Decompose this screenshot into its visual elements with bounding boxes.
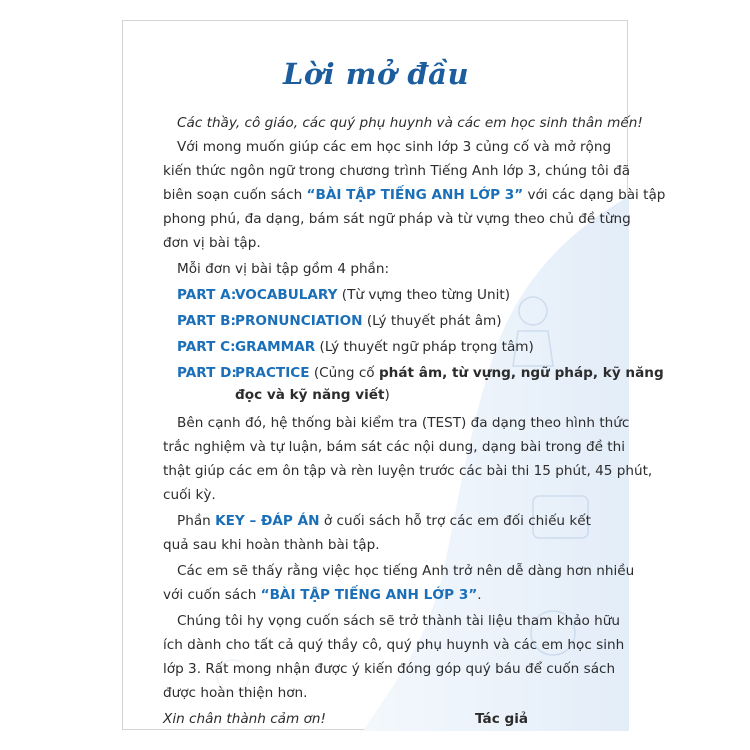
para5-line2: ích dành cho tất cả quý thầy cô, quý phụ huynh và các em học sinh (163, 637, 625, 653)
para1-line4: phong phú, đa dạng, bám sát ngữ pháp và từ vựng theo chủ đề từng (163, 211, 631, 227)
para1-line3-pre: biên soạn cuốn sách (163, 187, 307, 203)
book-page (122, 20, 666, 730)
para2-line2: trắc nghiệm và tự luận, bám sát các nội dung, dạng bài trong đề thi (163, 439, 626, 455)
part-a-desc: (Từ vựng theo từng Unit) (337, 287, 511, 303)
part-c-text (235, 335, 534, 359)
part-a-text (235, 283, 510, 307)
para5-line3: lớp 3. Rất mong nhận được ý kiến đóng góp quý báu để cuốn sách (163, 661, 616, 677)
part-c-label: PART C: (177, 339, 236, 355)
book-title-ref: “BÀI TẬP TIẾNG ANH LỚP 3” (306, 187, 524, 203)
part-c-name: GRAMMAR (235, 339, 316, 355)
para1-line3-post: với các dạng bài tập (523, 187, 666, 203)
closing-line: Xin chân thành cảm ơn! (163, 711, 326, 727)
para2-line4: cuối kỳ. (163, 487, 216, 503)
part-c-desc: (Lý thuyết ngữ pháp trọng tâm) (315, 339, 534, 355)
part-b-text (235, 309, 502, 333)
para4-line1: Các em sẽ thấy rằng việc học tiếng Anh trở nên dễ dàng hơn nhiều (177, 563, 635, 579)
book-title-ref-2: “BÀI TẬP TIẾNG ANH LỚP 3” (260, 587, 478, 603)
part-d-desc-post: ) (384, 387, 390, 403)
para5-line4: được hoàn thiện hơn. (163, 685, 308, 701)
part-d-desc-pre: (Củng cố (309, 365, 379, 381)
part-b-desc: (Lý thuyết phát âm) (362, 313, 502, 329)
para1-line3 (163, 183, 665, 207)
part-a-name: VOCABULARY (235, 287, 338, 303)
para1-line1: Với mong muốn giúp các em học sinh lớp 3 củng cố và mở rộng (177, 139, 612, 155)
part-a-label: PART A: (177, 287, 237, 303)
para3-post: ở cuối sách hỗ trợ các em đối chiếu kết (319, 513, 591, 529)
para2-line3: thật giúp các em ôn tập và rèn luyện trước các bài thi 15 phút, 45 phút, (163, 463, 653, 479)
para5-line1: Chúng tôi hy vọng cuốn sách sẽ trở thành tài liệu tham khảo hữu (177, 613, 621, 629)
part-d-name: PRACTICE (235, 365, 310, 381)
units-intro: Mỗi đơn vị bài tập gồm 4 phần: (177, 261, 390, 277)
para4-post: . (477, 587, 482, 603)
author-signature: Tác giả (475, 711, 529, 727)
para2-line1: Bên cạnh đó, hệ thống bài kiểm tra (TEST) đa dạng theo hình thức (177, 415, 630, 431)
part-b-name: PRONUNCIATION (235, 313, 363, 329)
para1-line2: kiến thức ngôn ngữ trong chương trình Tiếng Anh lớp 3, chúng tôi đã (163, 163, 631, 179)
part-d-text-line2 (235, 383, 390, 407)
key-answer-ref: KEY – ĐÁP ÁN (215, 513, 320, 529)
page-title: Lời mở đầu (282, 57, 470, 91)
part-b-label: PART B: (177, 313, 236, 329)
greeting: Các thầy, cô giáo, các quý phụ huynh và các em học sinh thân mến! (177, 115, 643, 131)
part-d-text (235, 361, 664, 385)
para4-line2 (163, 583, 482, 607)
part-d-desc-bold1: phát âm, từ vựng, ngữ pháp, kỹ năng (378, 365, 664, 381)
para3-line2: quả sau khi hoàn thành bài tập. (163, 537, 380, 553)
part-d-label: PART D: (177, 365, 237, 381)
para1-line5: đơn vị bài tập. (163, 235, 261, 251)
para3-line1 (177, 509, 591, 533)
part-d-desc-bold2: đọc và kỹ năng viết (235, 387, 385, 403)
para4-pre: với cuốn sách (163, 587, 261, 603)
para3-pre: Phần (177, 513, 216, 529)
